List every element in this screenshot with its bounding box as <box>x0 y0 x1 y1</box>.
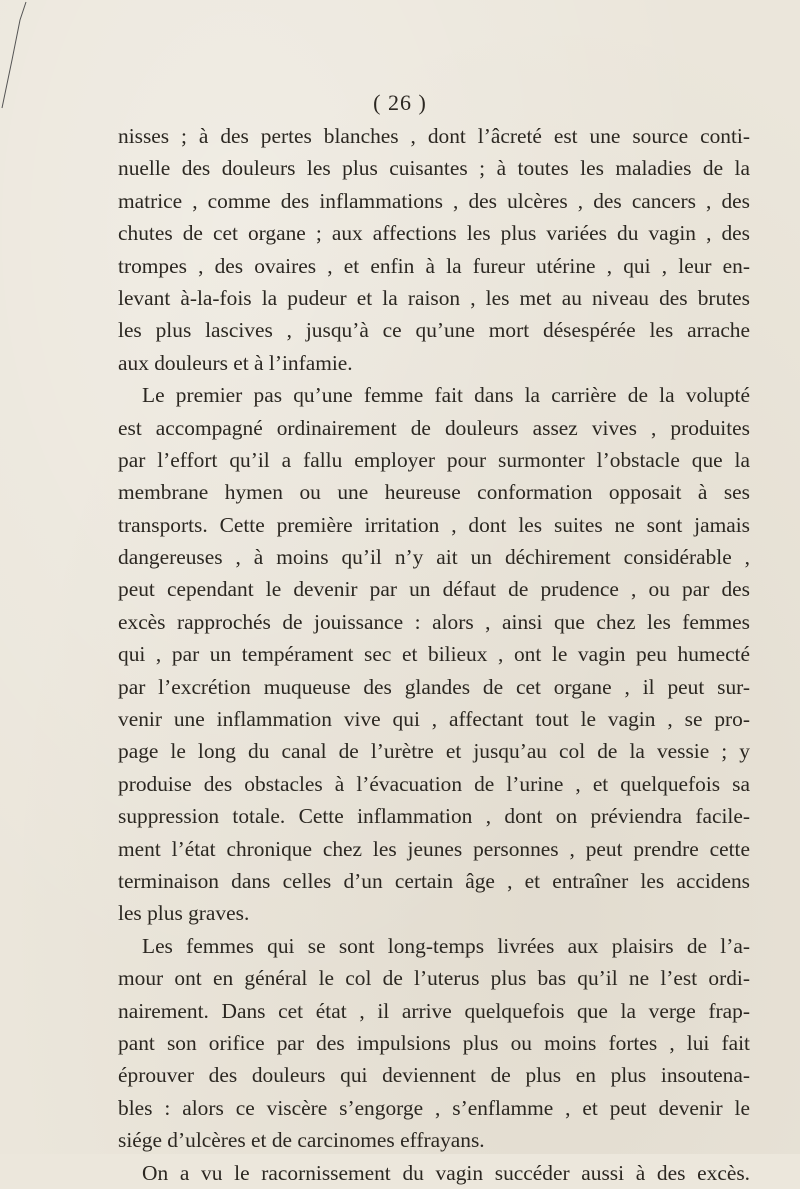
text-line: excès rapprochés de jouissance : alors , ainsi que chez les femmes <box>118 609 750 634</box>
text-line-paragraph-start: Les femmes qui se sont long-temps livrées aux plaisirs de l’a- <box>142 933 750 958</box>
text-line: est accompagné ordinairement de douleurs assez vives , produites <box>118 415 750 440</box>
text-line: suppression totale. Cette inflammation , dont on préviendra facile- <box>118 804 750 829</box>
text-line-paragraph-end: les plus graves. <box>118 901 250 926</box>
text-line: par l’effort qu’il a fallu employer pour surmonter l’obstacle que la <box>118 447 750 472</box>
text-line: membrane hymen ou une heureuse conformation opposait à ses <box>118 480 750 505</box>
text-line: nisses ; à des pertes blanches , dont l’âcreté est une source conti- <box>118 124 750 148</box>
text-line: nuelle des douleurs les plus cuisantes ; à toutes les maladies de la <box>118 156 750 181</box>
text-line: par l’excrétion muqueuse des glandes de cet organe , il peut sur- <box>118 674 750 699</box>
text-line: page le long du canal de l’urètre et jusqu’au col de la vessie ; y <box>118 739 750 764</box>
text-line: bles : alors ce viscère s’engorge , s’enflamme , et peut devenir le <box>118 1095 750 1120</box>
text-line: matrice , comme des inflammations , des ulcères , des cancers , des <box>118 188 750 213</box>
text-line: transports. Cette première irritation , dont les suites ne sont jamais <box>118 512 750 537</box>
text-line: chutes de cet organe ; aux affections les plus variées du vagin , des <box>118 221 750 246</box>
text-line: pant son orifice par des impulsions plus ou moins fortes , lui fait <box>118 1030 750 1055</box>
text-line: dangereuses , à moins qu’il n’y ait un déchirement considérable , <box>118 545 750 570</box>
page-number: ( 26 ) <box>373 90 427 115</box>
text-line: ment l’état chronique chez les jeunes personnes , peut prendre cette <box>118 836 750 861</box>
text-line: levant à-la-fois la pudeur et la raison , les met au niveau des brutes <box>118 285 750 310</box>
text-line: éprouver des douleurs qui deviennent de plus en plus insoutena- <box>118 1063 750 1088</box>
text-line: terminaison dans celles d’un certain âge , et entraîner les accidens <box>118 868 750 893</box>
text-line-paragraph-end: aux douleurs et à l’infamie. <box>118 350 353 375</box>
text-line: peut cependant le devenir par un défaut de prudence , ou par des <box>118 577 750 602</box>
text-line: trompes , des ovaires , et enfin à la fureur utérine , qui , leur en- <box>118 253 750 278</box>
text-line: mour ont en général le col de l’uterus plus bas qu’il ne l’est ordi- <box>118 966 750 991</box>
text-line: venir une inflammation vive qui , affectant tout le vagin , se pro- <box>118 707 750 732</box>
body-text <box>118 120 750 1189</box>
text-line-paragraph-start: On a vu le racornissement du vagin succéder aussi à des excès. <box>142 1160 750 1185</box>
text-line: les plus lascives , jusqu’à ce qu’une mort désespérée les arrache <box>118 318 750 343</box>
text-line: nairement. Dans cet état , il arrive quelquefois que la verge frap- <box>118 998 750 1023</box>
text-line-paragraph-end: siége d’ulcères et de carcinomes effrayans. <box>118 1128 485 1153</box>
text-line-paragraph-start: Le premier pas qu’une femme fait dans la carrière de la volupté <box>142 383 750 408</box>
text-line: produise des obstacles à l’évacuation de l’urine , et quelquefois sa <box>118 771 750 796</box>
text-line: qui , par un tempérament sec et bilieux , ont le vagin peu humecté <box>118 642 750 667</box>
